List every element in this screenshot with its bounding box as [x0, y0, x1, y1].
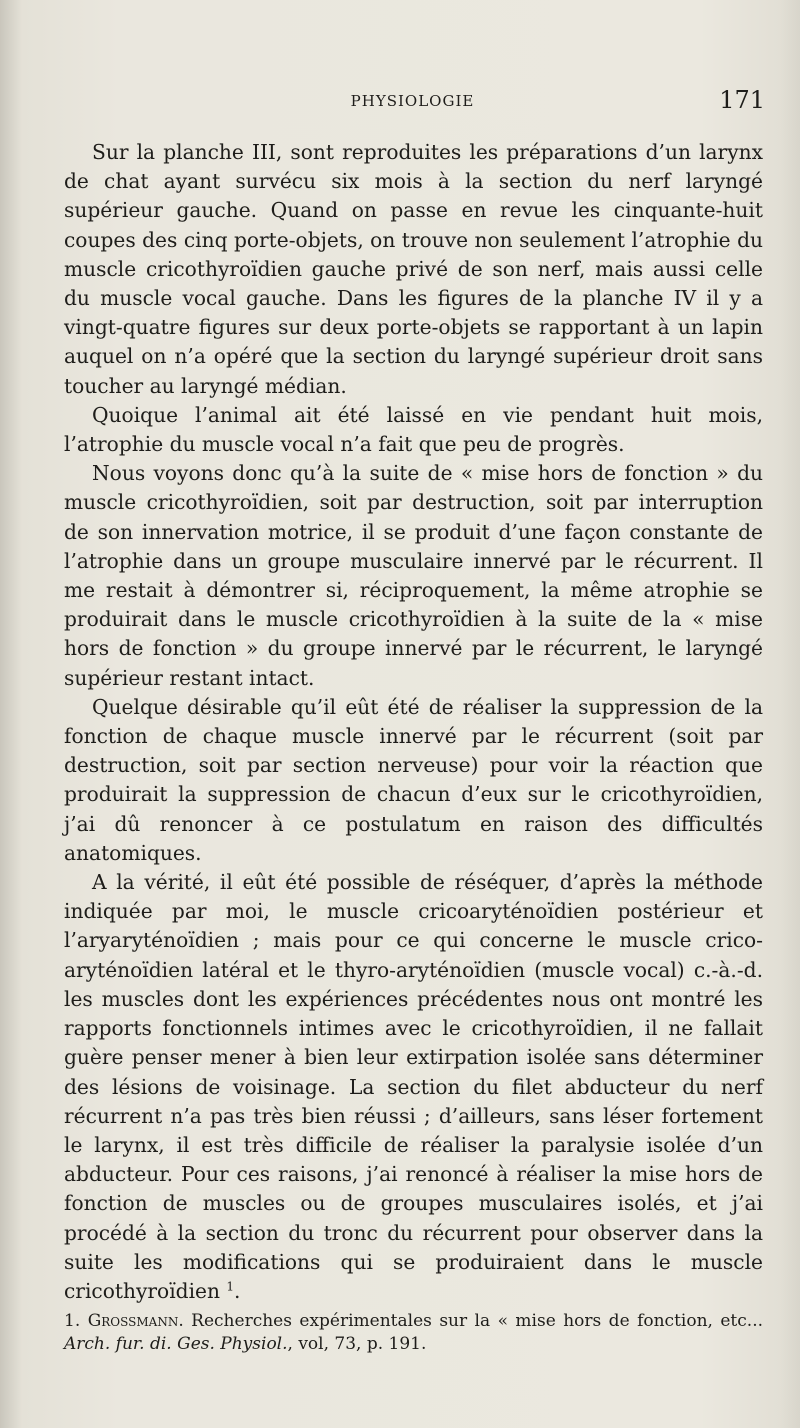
paragraph-last: [64, 868, 763, 1306]
running-head: PHYSIOLOGIE: [350, 92, 475, 110]
paragraph: Sur la planche III, sont reproduites les préparations d’un larynx de chat ayant survécu six mois à la section du nerf laryngé supérieur gauche. Quand on passe en revue les cinquante-huit coupes des cinq porte-objets, on trouve non seulement l’atrophie du muscle cricothyroïdien gauche privé de son nerf, mais aussi celle du muscle vocal gauche. Dans les figures de la planche IV il y a vingt-quatre figures sur deux porte-objets se rapportant à un lapin auquel on n’a opéré que la section du laryngé supérieur droit sans toucher au laryngé médian.: [64, 140, 763, 398]
footnote-author: Grossmann.: [87, 1311, 184, 1331]
footnote-number: 1.: [64, 1311, 81, 1331]
footnote-citation: , vol, 73, p. 191.: [287, 1334, 427, 1354]
page-header: [60, 86, 765, 120]
page-number: 171: [719, 86, 765, 114]
paragraph-end-punct: .: [234, 1278, 241, 1303]
footnote-marker: 1: [226, 1279, 235, 1294]
footnote: [64, 1310, 763, 1356]
paragraph: Quoique l’animal ait été laissé en vie pendant huit mois, l’atrophie du muscle vocal n’a fait que peu de progrès.: [64, 402, 763, 457]
footnote-journal: Arch. fur. di. Ges. Physiol.: [64, 1334, 288, 1354]
body-text: [64, 138, 763, 1306]
paragraph: Nous voyons donc qu’à la suite de « mise hors de fonction » du muscle cricothyroïdien, soit par destruction, soit par interruption de son innervation motrice, il se produit d’une façon constante de l’atrophie dans un groupe musculaire innervé par le récurrent. Il me restait à démontrer si, réciproquement, la même atrophie se produirait dans le muscle cricothyroïdien à la suite de la « mise hors de fonction » du groupe innervé par le récurrent, le laryngé supérieur restant intact.: [64, 461, 763, 690]
paragraph: Quelque désirable qu’il eût été de réaliser la suppression de la fonction de chaque muscle innervé par le récurrent (soit par destruction, soit par section nerveuse) pour voir la réaction que produirait la suppression de chacun d’eux sur le cricothyroïdien, j’ai dû renoncer à ce postulatum en raison des difficultés anatomiques.: [64, 694, 763, 865]
paragraph-text: A la vérité, il eût été possible de réséquer, d’après la méthode indiquée par moi, le muscle cricoaryténoïdien postérieur et l’aryaryténoïdien ; mais pour ce qui concerne le muscle crico-aryténoïdien latéral et le thyro-aryténoïdien (muscle vocal) c.-à.-d. les muscles dont les expériences précédentes nous ont montré les rapports fonctionnels intimes avec le cricothyroïdien, il ne fallait guère penser mener à bien leur extirpation isolée sans déterminer des lésions de voisinage. La section du filet abducteur du nerf récurrent n’a pas très bien réussi ; d’ailleurs, sans léser fortement le larynx, il est très difficile de réaliser la paralysie isolée d’un abducteur. Pour ces raisons, j’ai renoncé à réaliser la mise hors de fonction de muscles ou de groupes musculaires isolés, et j’ai procédé à la section du tronc du récurrent pour observer dans la suite les modifications qui se produiraient dans le muscle cricothyroïdien: [64, 870, 763, 1303]
footnote-text: Recherches expérimentales sur la « mise hors de fonction, etc...: [183, 1311, 763, 1331]
